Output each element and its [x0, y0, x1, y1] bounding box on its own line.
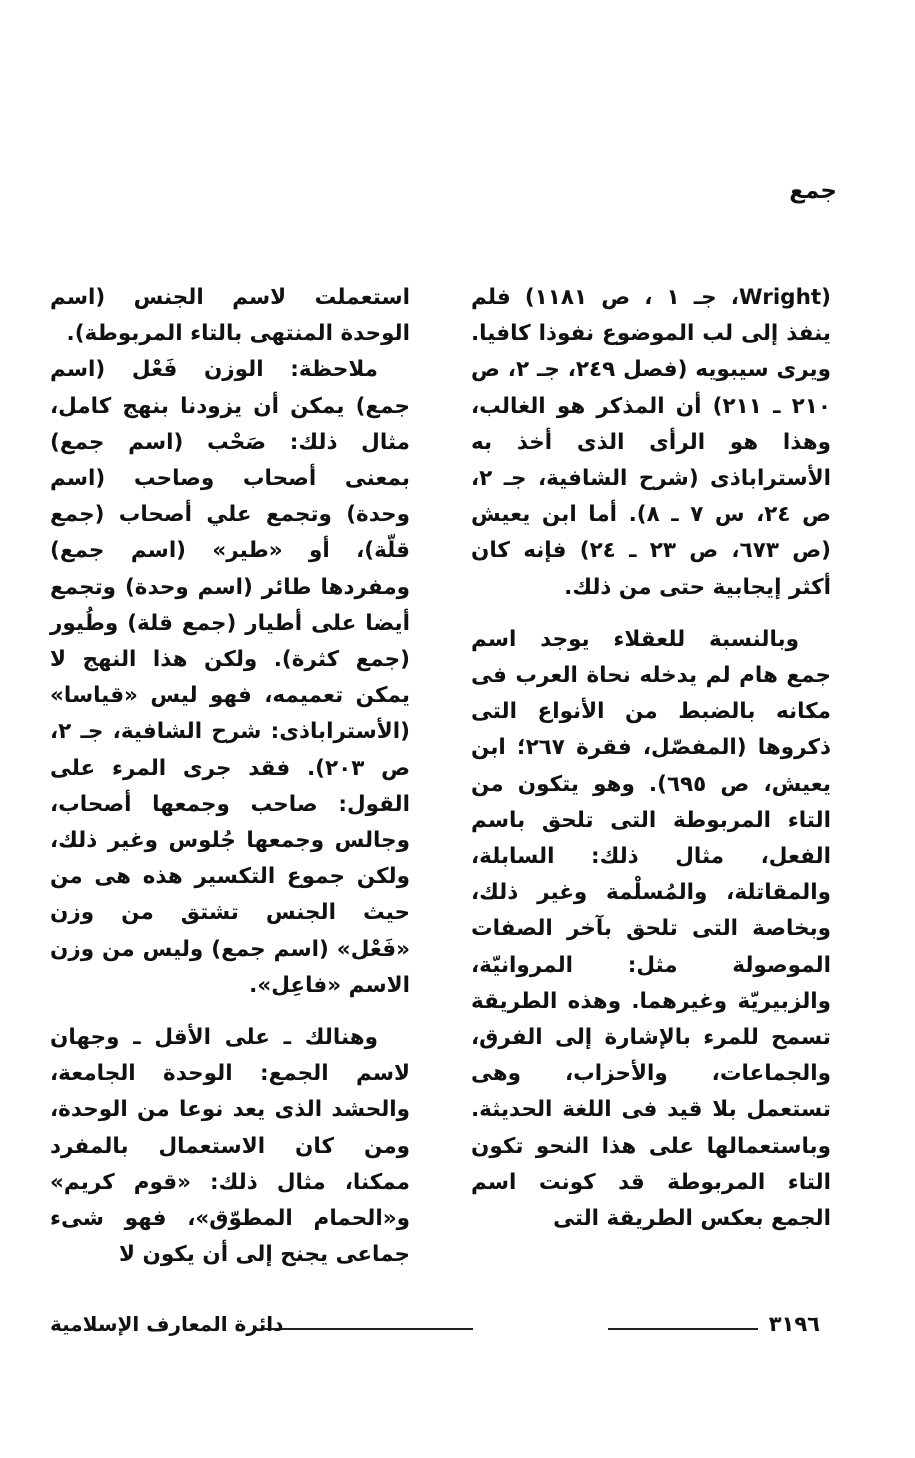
- paragraph: استعملت لاسم الجنس (اسم الوحدة المنتهى بالتاء المربوطة).: [50, 285, 410, 347]
- paragraph: ملاحظة: الوزن فَعْل (اسم جمع) يمكن أن يزودنا بنهج كامل، مثال ذلك: صَحْب (اسم جمع) بمعنى أصحاب وصاحب (اسم وحدة) وتجمع علي أصحاب (جمع قلّة)، أو «طير» (اسم جمع) ومفردها طائر (اسم وحدة) وتجمع أيضا على أطيار (جمع قلة) وطُيور (جمع كثرة). ولكن هذا النهج لا يمكن تعميمه، فهو ليس «قياسا» (الأستراباذى: شرح الشافية، جـ ٢، ص ٢٠٣). فقد جرى المرء على القول: صاحب وجمعها أصحاب، وجالس وجمعها جُلوس وغير ذلك، ولكن جموع التكسير هذه هى من حيث الجنس تشتق من وزن «فَعْل» (اسم جمع) وليس من وزن الاسم «فاعِل».: [50, 357, 410, 998]
- footer-rule: [608, 1328, 758, 1330]
- footer-rule: [263, 1328, 473, 1330]
- paragraph: وبالنسبة للعقلاء يوجد اسم جمع هام لم يدخله نحاة العرب فى مكانه بالضبط من الأنواع التى ذكروها (المفصّل، فقرة ٢٦٧؛ ابن يعيش، ص ٦٩٥). وهو يتكون من التاء المربوطة التى تلحق باسم الفعل، مثال ذلك: السابلة، والمقاتلة، والمُسلْمة وغير ذلك، وبخاصة التى تلحق بآخر الصفات الموصولة مثل: المروانيّة، والزبيريّة وغيرهما. وهذه الطريقة تسمح للمرء بالإشارة إلى الفرق، والجماعات، والأحزاب، وهى تستعمل بلا قيد فى اللغة الحديثة. وباستعمالها على هذا النحو تكون التاء المربوطة قد كونت اسم الجمع بعكس الطريقة التى: [471, 626, 832, 1232]
- publication-title: دائرة المعارف الإسلامية: [50, 1312, 284, 1336]
- left-column: [50, 280, 410, 1273]
- paragraph: وهنالك ـ على الأقل ـ وجهان لاسم الجمع: الوحدة الجامعة، والحشد الذى يعد نوعا من الوحدة، ومن كان الاستعمال بالمفرد ممكنا، مثال ذلك: «قوم كريم» و«الحمام المطوّق»، فهو شىء جماعى يجنح إلى أن يكون لا: [50, 1025, 410, 1268]
- right-column: [471, 280, 831, 1237]
- page-footer: [50, 1312, 820, 1342]
- header-word: جمع: [789, 178, 837, 204]
- paragraph: (Wright، جـ ١ ، ص ١١٨١) فلم ينفذ إلى لب الموضوع نفوذا كافيا. ويرى سيبويه (فصل ٢٤٩، جـ ٢، ص ٢١٠ ـ ٢١١) أن المذكر هو الغالب، وهذا هو الرأى الذى أخذ به الأستراباذى (شرح الشافية، جـ ٢، ص ٢٤، س ٧ ـ ٨). أما ابن يعيش (ص ٦٧٣، ص ٢٣ ـ ٢٤) فإنه كان أكثر إيجابية حتى من ذلك.: [471, 285, 831, 600]
- page-number: ٣١٩٦: [768, 1312, 820, 1336]
